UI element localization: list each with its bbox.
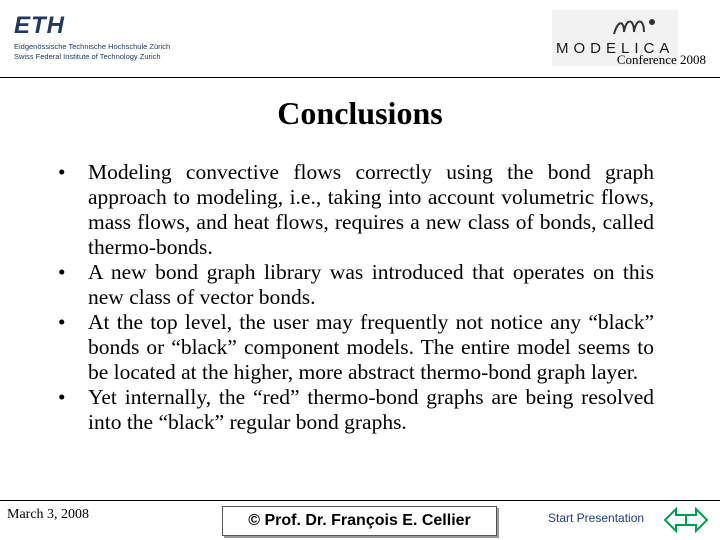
modelica-wordmark: MODELICA (556, 40, 675, 57)
author-box: © Prof. Dr. François E. Cellier (222, 506, 497, 536)
modelica-swirl-icon (612, 14, 658, 38)
bullet-marker: • (58, 310, 66, 334)
bullet-text: Yet internally, the “red” thermo-bond graphs are being resolved into the “black” regular bond graphs. (88, 385, 654, 434)
bullet-marker: • (58, 260, 66, 284)
bullet-text: Modeling convective flows correctly using the bond graph approach to modeling, i.e., taking into account volumetric flows, mass flows, and heat flows, requires a new class of bonds, called thermo-bonds. (88, 160, 654, 259)
header-divider (0, 77, 720, 78)
footer-divider (0, 500, 720, 501)
eth-logo-mark: ETH (14, 12, 65, 39)
eth-logo-line-1: Eidgenössische Technische Hochschule Zürich (14, 42, 171, 51)
bullet-item (58, 260, 654, 310)
slide-title: Conclusions (277, 95, 443, 131)
bullet-marker: • (58, 160, 66, 184)
bullet-item (58, 160, 654, 260)
eth-logo (14, 14, 214, 64)
bullet-text: At the top level, the user may frequently not notice any “black” bonds or “black” component models. The entire model seems to be located at the higher, more abstract thermo-bond graph layer. (88, 310, 654, 384)
eth-logo-line-2: Swiss Federal Institute of Technology Zurich (14, 52, 161, 61)
bullet-marker: • (58, 385, 66, 409)
bullet-text: A new bond graph library was introduced that operates on this new class of vector bonds. (88, 260, 654, 309)
bullet-list (58, 160, 654, 435)
footer-date: March 3, 2008 (7, 507, 90, 522)
bullet-item (58, 310, 654, 385)
back-forward-arrows-icon[interactable] (664, 505, 708, 535)
conference-label: Conference 2008 (616, 52, 706, 67)
start-presentation-link[interactable]: Start Presentation (548, 511, 645, 525)
bullet-item (58, 385, 654, 435)
